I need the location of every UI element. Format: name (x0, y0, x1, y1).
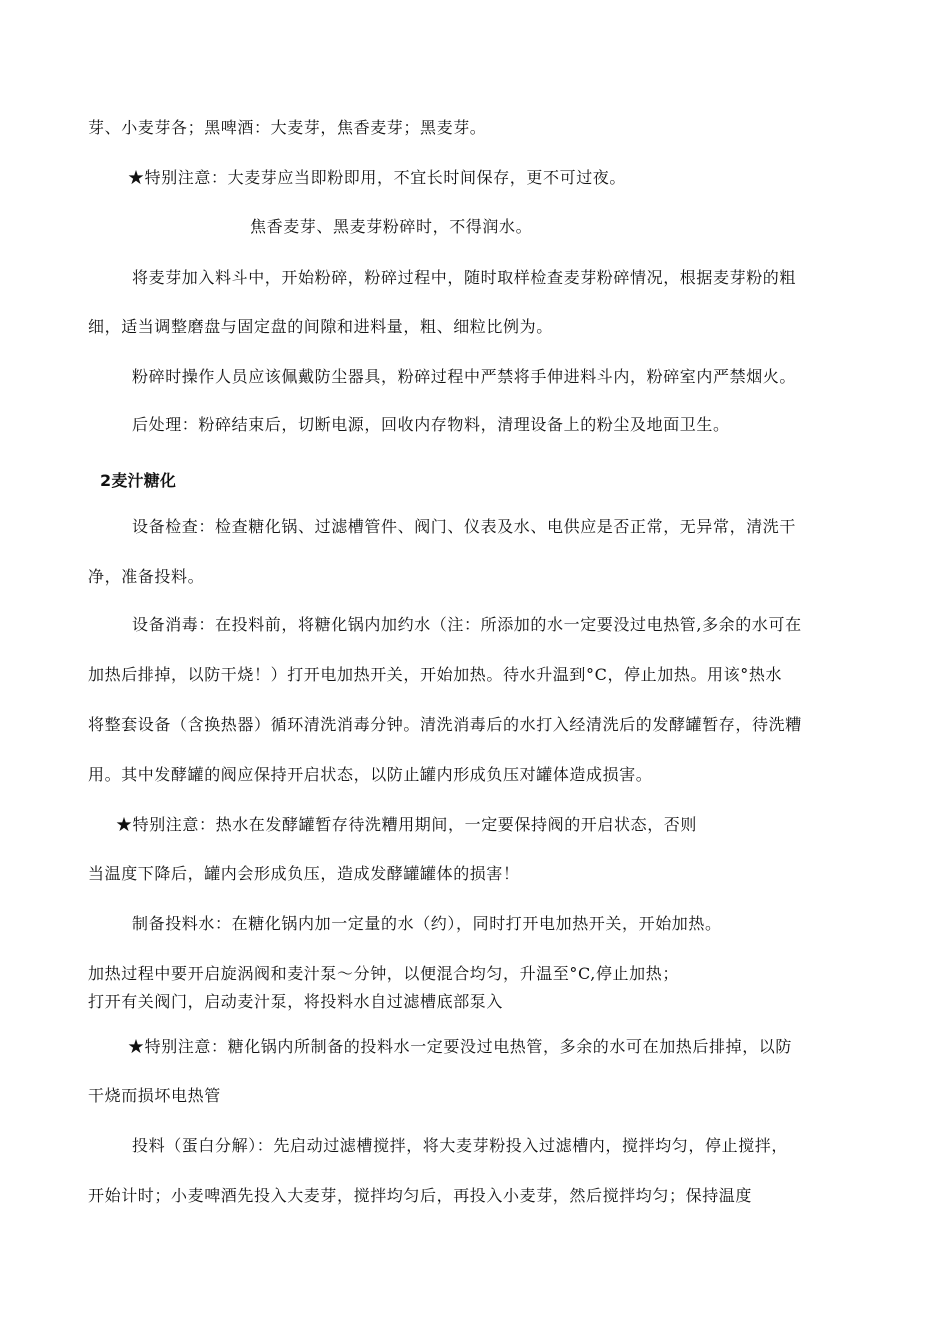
text-line: 制备投料水：在糖化锅内加一定量的水（约），同时打开电加热开关，开始加热。 (132, 914, 722, 933)
note-line: ★特别注意：糖化锅内所制备的投料水一定要没过电热管，多余的水可在加热后排掉，以防 (128, 1037, 793, 1056)
text-line: 投料（蛋白分解）：先启动过滤槽搅拌，将大麦芽粉投入过滤槽内，搅拌均匀，停止搅拌， (132, 1136, 789, 1155)
section-heading: 2麦汁糖化 (100, 471, 177, 490)
text-line: 芽、小麦芽各；黑啤酒：大麦芽，焦香麦芽；黑麦芽。 (88, 118, 487, 137)
note-line: 焦香麦芽、黑麦芽粉碎时，不得润水。 (250, 217, 533, 236)
text-line: 用。其中发酵罐的阀应保持开启状态，以防止罐内形成负压对罐体造成损害。 (88, 765, 653, 784)
text-line: 当温度下降后，罐内会形成负压，造成发酵罐罐体的损害！ (88, 864, 520, 883)
text-line: 设备检查：检查糖化锅、过滤槽管件、阀门、仪表及水、电供应是否正常，无异常，清洗干 (132, 517, 797, 536)
text-line: 加热后排掉，以防干烧！）打开电加热开关，开始加热。待水升温到°C，停止加热。用该°热水 (88, 665, 783, 684)
text-line: 净，准备投料。 (88, 567, 205, 586)
text-line: 干烧而损坏电热管 (88, 1086, 221, 1105)
text-line: 加热过程中要开启旋涡阀和麦汁泵〜分钟，以便混合均匀，升温至°C,停止加热； (88, 964, 679, 983)
text-line: 开始计时；小麦啤酒先投入大麦芽，搅拌均匀后，再投入小麦芽，然后搅拌均匀；保持温度 (88, 1186, 753, 1205)
text-line: 后处理：粉碎结束后，切断电源，回收内存物料，清理设备上的粉尘及地面卫生。 (132, 415, 730, 434)
text-line: 将麦芽加入料斗中，开始粉碎，粉碎过程中，随时取样检查麦芽粉碎情况，根据麦芽粉的粗 (132, 268, 797, 287)
note-line: ★特别注意：热水在发酵罐暂存待洗糟用期间，一定要保持阀的开启状态，否则 (116, 815, 698, 834)
note-line: ★特别注意：大麦芽应当即粉即用，不宜长时间保存，更不可过夜。 (128, 168, 627, 187)
text-line: 粉碎时操作人员应该佩戴防尘器具，粉碎过程中严禁将手伸进料斗内，粉碎室内严禁烟火。 (132, 367, 797, 386)
text-line: 将整套设备（含换热器）循环清洗消毒分钟。清洗消毒后的水打入经清洗后的发酵罐暂存，待洗糟 (88, 715, 802, 734)
text-line: 设备消毒：在投料前，将糖化锅内加约水（注：所添加的水一定要没过电热管,多余的水可在 (132, 615, 802, 634)
text-line: 细，适当调整磨盘与固定盘的间隙和进料量，粗、细粒比例为。 (88, 317, 553, 336)
text-line: 打开有关阀门，启动麦汁泵，将投料水自过滤槽底部泵入 (88, 992, 504, 1011)
